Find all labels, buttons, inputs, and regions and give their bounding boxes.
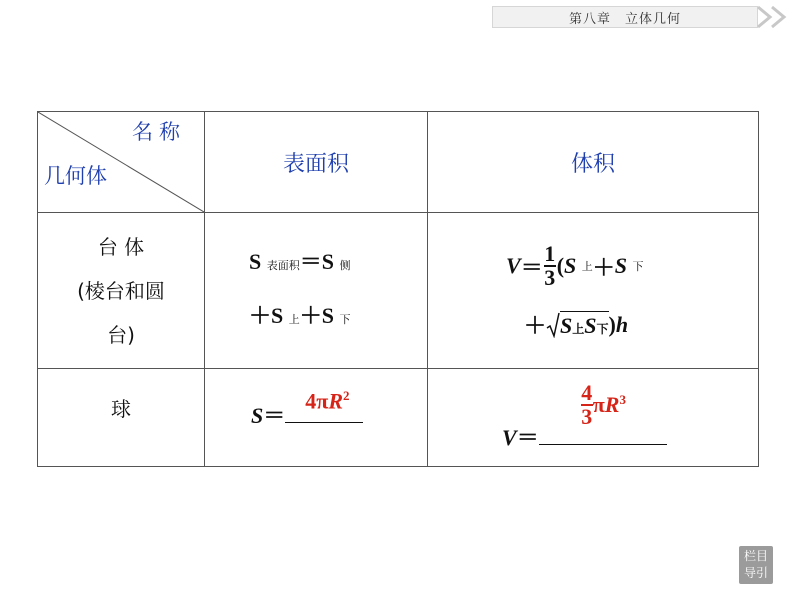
sphere-volume-formula: V＝ 4 3 π R $^3$ [428, 369, 758, 466]
sqrt-icon [546, 312, 560, 338]
frustum-surface-formula: S 表面积＝S 侧 ＋S 上＋S 下 [249, 248, 351, 328]
sphere-label: 球 [111, 397, 131, 421]
header-name: 名称 [132, 120, 186, 144]
sphere-row [38, 369, 759, 467]
nav-line1: 栏目 [743, 549, 768, 563]
frustum-volume-cell [428, 213, 759, 369]
sphere-surface-cell [205, 369, 428, 467]
formula-table [37, 111, 759, 467]
sphere-surface-formula: S＝ $4\pi R^2$ [205, 369, 427, 466]
chapter-title: 第八章 立体几何 [492, 6, 758, 28]
frustum-label-line2: (棱台和圆 [77, 278, 165, 303]
diagonal-header-cell [38, 112, 205, 213]
sphere-volume-answer: 4 3 π R $^3$ [581, 380, 626, 429]
header-solid: 几何体 [44, 164, 107, 188]
frustum-row [38, 213, 759, 369]
header-volume: 体积 [428, 112, 759, 213]
nav-line2: 导引 [743, 566, 768, 580]
frustum-label-line1: 台 体 [97, 234, 145, 259]
double-chevron-right-icon[interactable] [752, 4, 794, 30]
frustum-volume-formula: V ＝ 1 3 ( S 上 ＋ S 下 ＋ S上S下 ) h [506, 241, 644, 338]
frustum-surface-cell [205, 213, 428, 369]
sphere-volume-cell [428, 369, 759, 467]
table-header-row [38, 112, 759, 213]
sphere-surface-answer: $4\pi R^2$ [305, 388, 350, 414]
sphere-label-cell [38, 369, 205, 467]
section-nav-button[interactable] [739, 546, 773, 584]
frustum-label-cell [38, 213, 205, 369]
header-surface-area: 表面积 [205, 112, 428, 213]
frustum-label-line3: 台) [107, 322, 135, 347]
